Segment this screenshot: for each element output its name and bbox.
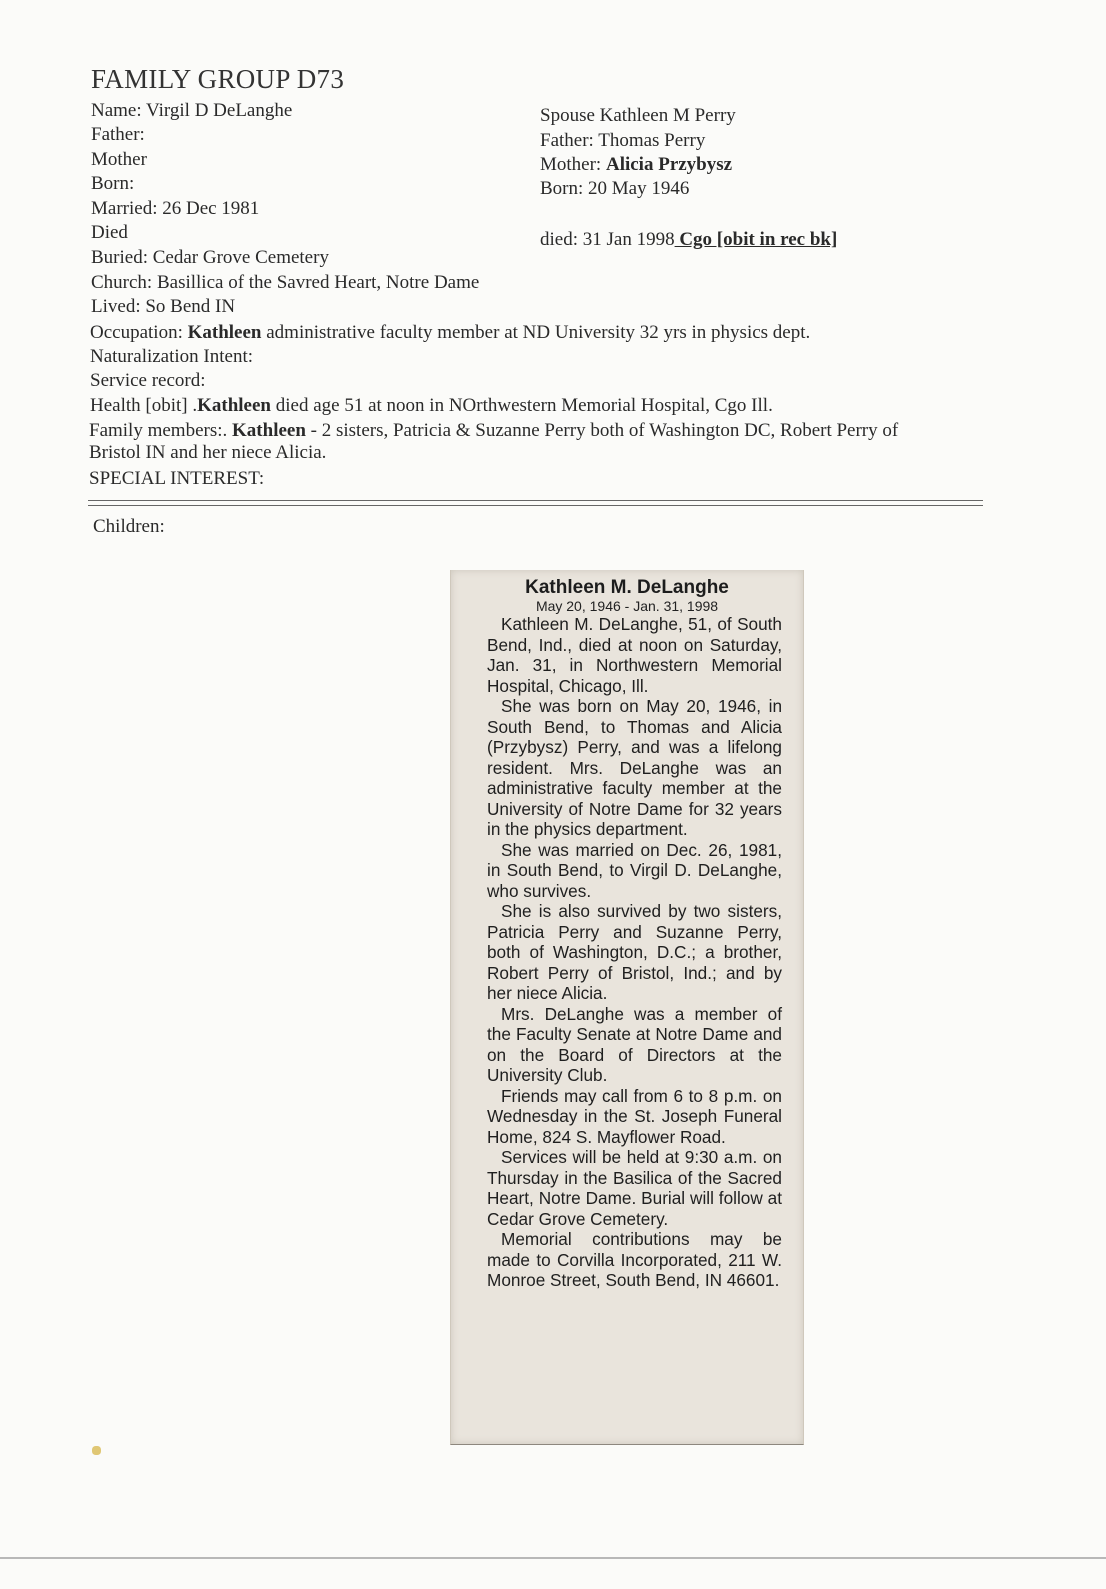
occupation-name: Kathleen [187,322,262,343]
father-field: Father: [91,124,145,145]
obituary-clipping [450,570,804,1445]
spouse-died-label: died: 31 Jan 1998 [540,229,675,250]
buried-field: Buried: Cedar Grove Cemetery [91,247,329,268]
died-field: Died [91,222,128,243]
health-label: Health [obit] . [90,395,198,416]
family-label: Family members:. [89,420,233,441]
mother-field: Mother [91,149,147,170]
obituary-body [487,614,782,1291]
church-field: Church: Basillica of the Savred Heart, Notre Dame [91,272,480,293]
health-text: died age 51 at noon in NOrthwestern Memorial Hospital, Cgo Ill. [271,395,773,416]
scan-speck [92,1446,101,1455]
obituary-paragraph: She is also survived by two sisters, Patricia Perry and Suzanne Perry, both of Washington, D.C.; a brother, Robert Perry of Bristol, Ind.; and by her niece Alicia. [487,901,782,1003]
spouse-field: Spouse Kathleen M Perry [540,105,736,126]
obituary-paragraph: Kathleen M. DeLanghe, 51, of South Bend, Ind., died at noon on Saturday, Jan. 31, in Northwestern Memorial Hospital, Chicago, Ill. [487,614,782,696]
obituary-paragraph: Mrs. DeLanghe was a member of the Faculty Senate at Notre Dame and on the Board of Directors at the University Club. [487,1003,782,1085]
section-divider [88,500,983,506]
occupation-label: Occupation: [90,322,188,343]
married-field: Married: 26 Dec 1981 [91,198,260,219]
scan-edge-line [0,1557,1106,1559]
page-title: FAMILY GROUP D73 [91,64,345,94]
health-field [90,395,773,417]
obituary-dates: May 20, 1946 - Jan. 31, 1998 [535,598,719,614]
spouse-died-field [540,229,837,251]
obituary-paragraph: Services will be held at 9:30 a.m. on Thursday in the Basilica of the Sacred Heart, Notre Dame. Burial will follow at Cedar Grove Cemetery. [487,1147,782,1229]
obituary-paragraph: She was married on Dec. 26, 1981, in South Bend, to Virgil D. DeLanghe, who survives. [487,839,782,901]
family-members-field [89,420,929,464]
obituary-paragraph: Friends may call from 6 to 8 p.m. on Wednesday in the St. Joseph Funeral Home, 824 S. Mayflower Road. [487,1085,782,1147]
spouse-mother-field [540,154,732,176]
occupation-field [90,322,810,344]
health-name: Kathleen [197,395,271,416]
family-name: Kathleen [232,420,306,441]
occupation-text: administrative faculty member at ND University 32 yrs in physics dept. [261,322,811,343]
spouse-father-field: Father: Thomas Perry [540,130,706,151]
service-field: Service record: [90,370,206,391]
obituary-paragraph: Memorial contributions may be made to Corvilla Incorporated, 211 W. Monroe Street, South Bend, IN 46601. [487,1229,782,1290]
spouse-born-field: Born: 20 May 1946 [540,178,690,199]
name-field: Name: Virgil D DeLanghe [91,100,293,121]
naturalization-field: Naturalization Intent: [90,346,254,367]
born-field: Born: [91,173,135,194]
obituary-paragraph: She was born on May 20, 1946, in South Bend, to Thomas and Alicia (Przybysz) Perry, and was a lifelong resident. Mrs. DeLanghe was an administrative faculty member at the University of Notre Dame for 32 years in the physics department. [487,696,782,839]
spouse-mother-value: Alicia Przybysz [605,154,733,175]
spouse-mother-label: Mother: [540,154,606,175]
obituary-name: Kathleen M. DeLanghe [525,577,729,598]
children-field: Children: [93,516,165,537]
family-text: - 2 sisters, Patricia & Suzanne Perry both of Washington DC, Robert Perry of Bristol IN and her niece Alicia. [89,420,899,463]
special-interest-field: SPECIAL INTEREST: [89,468,265,489]
lived-field: Lived: So Bend IN [91,296,236,317]
obit-note: Cgo [obit in rec bk] [674,229,838,250]
